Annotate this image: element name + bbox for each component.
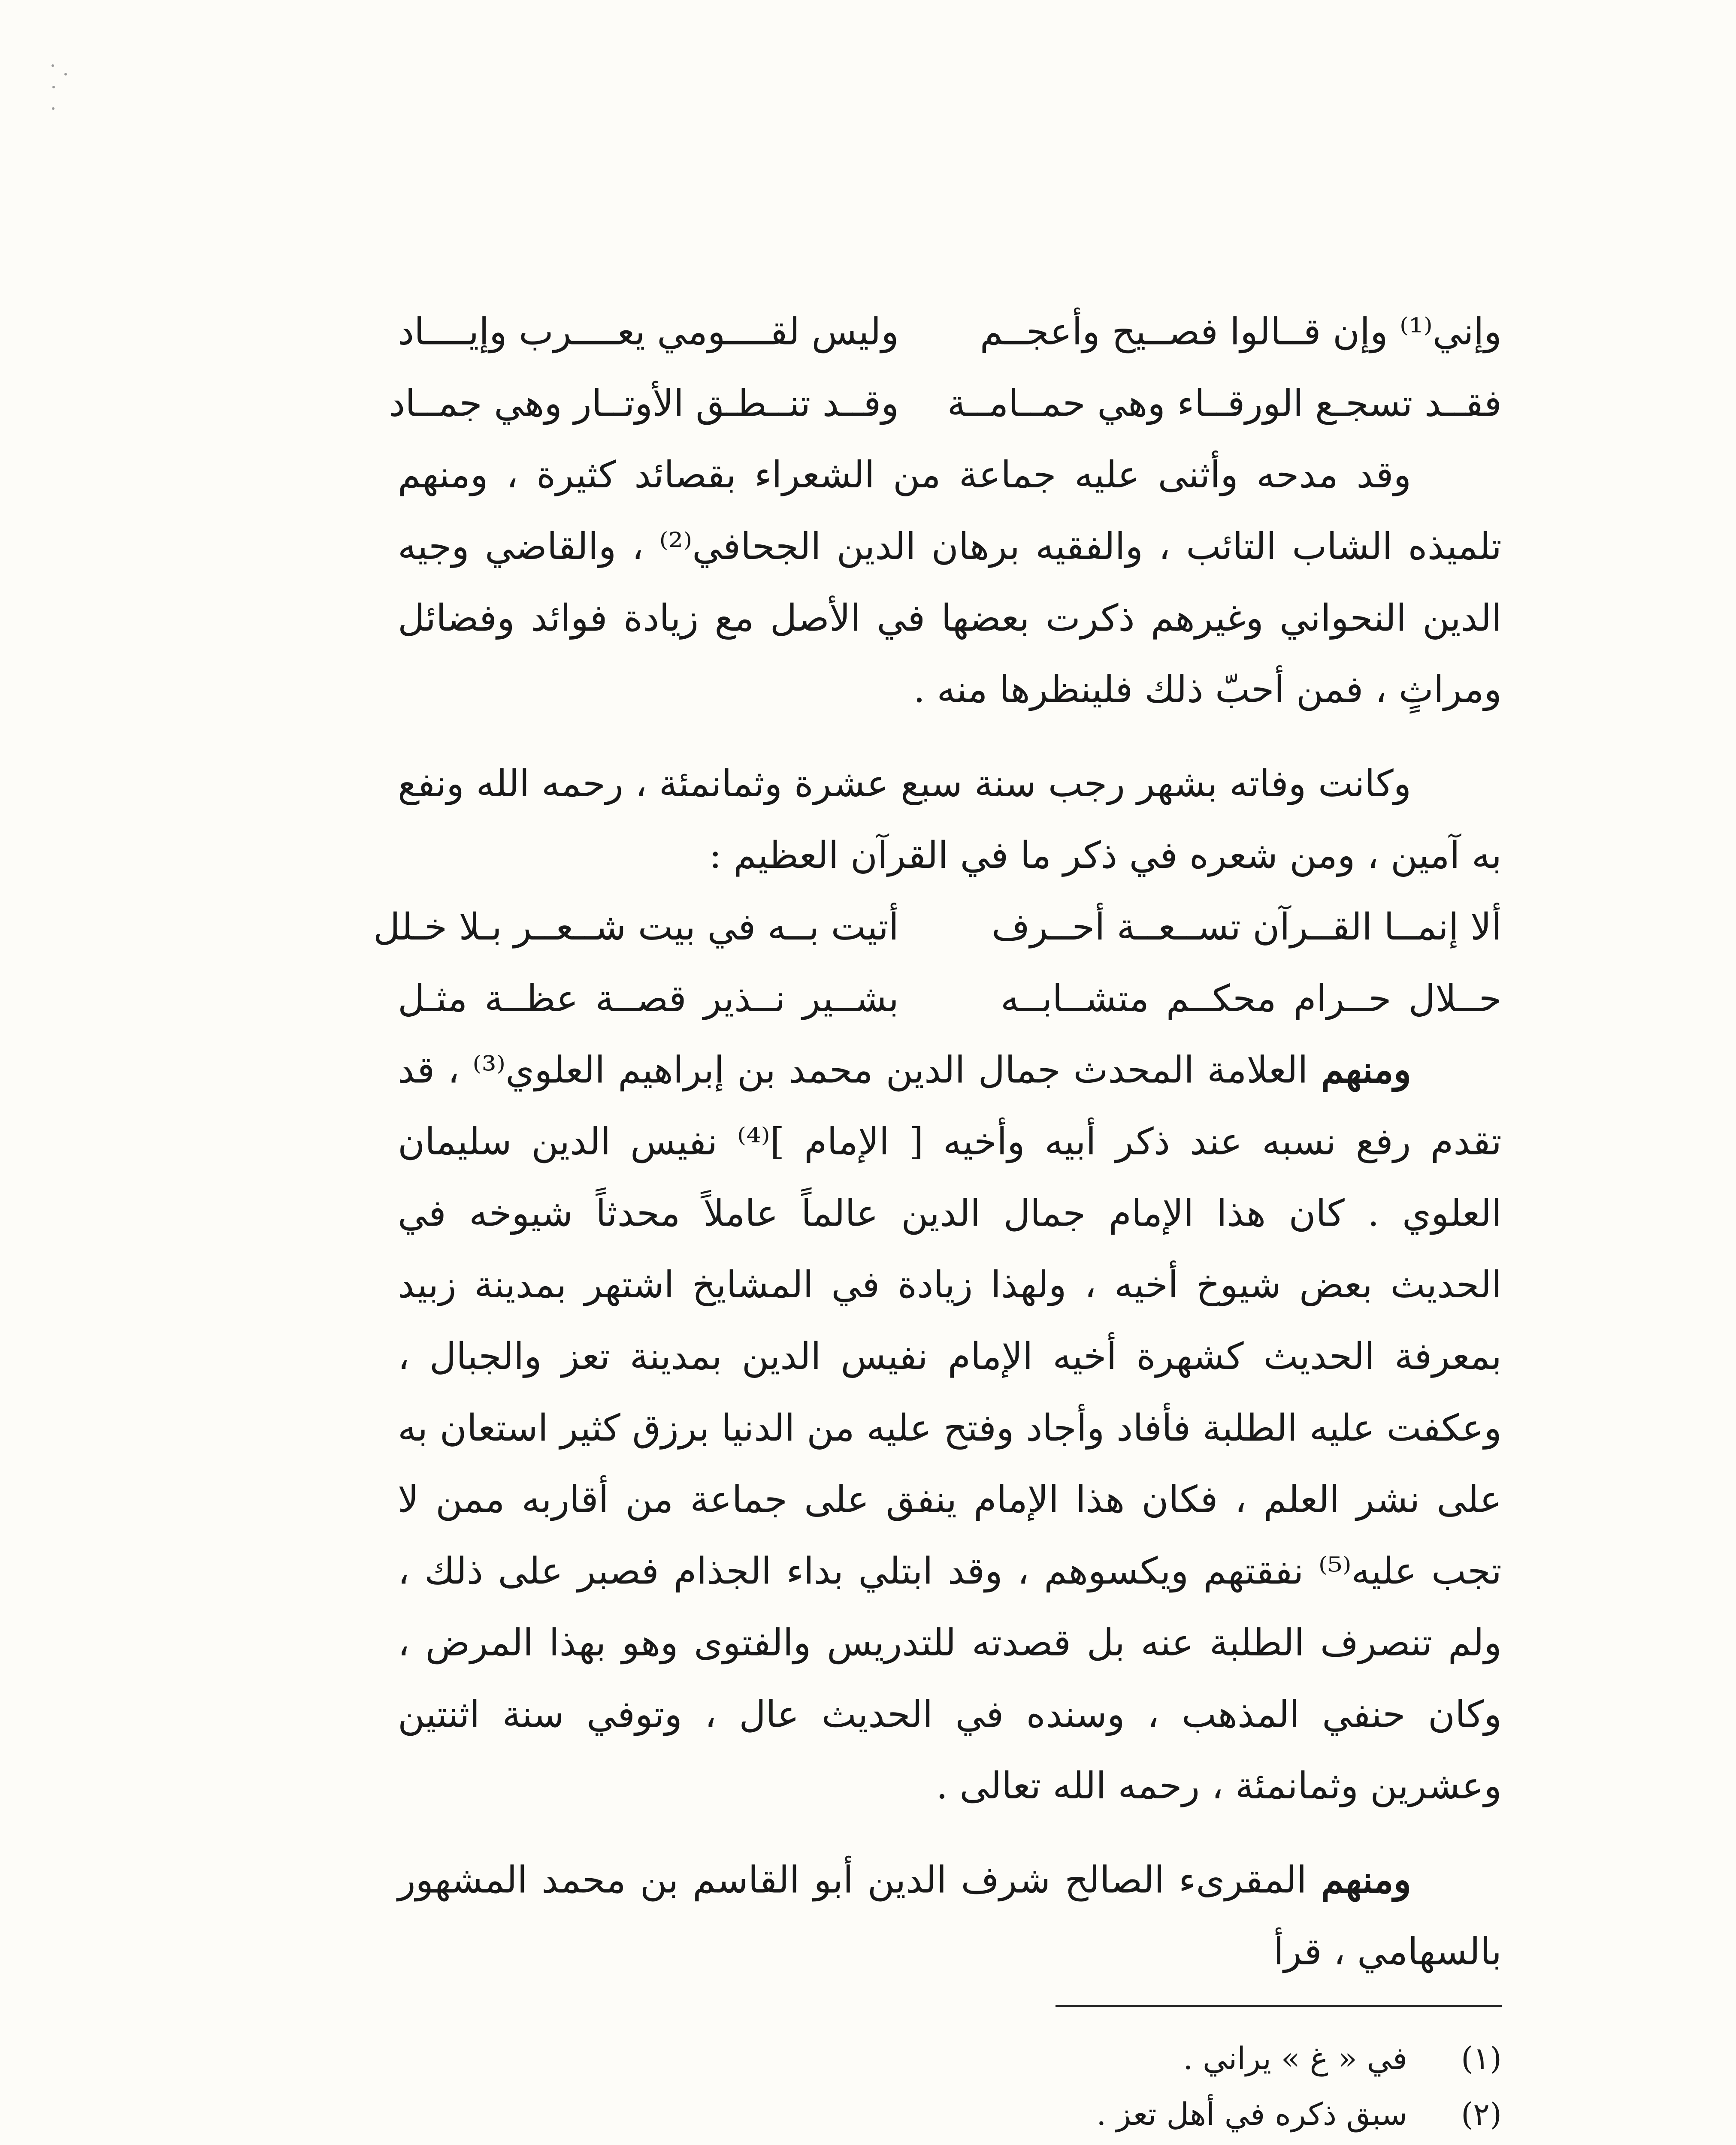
verse-line bbox=[388, 368, 1502, 439]
speck bbox=[52, 86, 55, 88]
verse-first-hemistich: وإني⁽¹⁾ وإن قــالوا فصــيح وأعجــم bbox=[980, 310, 1502, 353]
footnote bbox=[386, 2086, 1502, 2142]
paragraph-body: المقرىء الصالح شرف الدين أبو القاسم بن محمد المشهور بالسهامي ، قرأ bbox=[397, 1858, 1502, 1973]
footnotes bbox=[386, 2030, 1502, 2145]
footnote-number bbox=[1433, 2142, 1502, 2145]
verse-line bbox=[373, 891, 1502, 963]
speck bbox=[64, 73, 67, 76]
verse-second-hemistich: بشــير نــذير قصــة عظــة مثـل bbox=[397, 977, 899, 1020]
footnote-text: في « غ » يراني . bbox=[1183, 2040, 1407, 2076]
speck bbox=[51, 64, 54, 67]
verse-line bbox=[398, 296, 1502, 368]
paragraph-al-sihami bbox=[398, 1844, 1502, 1988]
verse-first-hemistich: فقــد تسجـع الورقــاء وهي حمــامــة bbox=[947, 382, 1502, 425]
verse-line bbox=[398, 963, 1502, 1034]
footnote bbox=[386, 2030, 1502, 2086]
verse-second-hemistich: وليس لقــــومي يعــــرب وإيــــاد bbox=[397, 310, 899, 353]
footnote bbox=[386, 2142, 1502, 2145]
speck bbox=[52, 107, 54, 110]
verses-top bbox=[388, 296, 1502, 439]
scan-specks bbox=[47, 56, 73, 142]
paragraph-death: وكانت وفاته بشهر رجب سنة سبع عشرة وثمانمئة ، رحمه الله ونفع به آمين ، ومن شعره في ذكر ما في القرآن العظيم : bbox=[397, 762, 1502, 877]
footnote-divider bbox=[1056, 2005, 1502, 2007]
paragraph-lead-word: ومنهم bbox=[1321, 1048, 1412, 1092]
verse-first-hemistich: حــلال حــرام محكــم متشــابــه bbox=[1001, 977, 1502, 1020]
paragraph-praise: وقد مدحه وأثنى عليه جماعة من الشعراء بقصائد كثيرة ، ومنهم تلميذه الشاب التائب ، والفقيه برهان الدين الجحافي⁽²⁾ ، والقاضي وجيه الدين النحواني وغيرهم ذكرت بعضها في الأصل مع زيادة فوائد وفضائل ومراثٍ ، فمن أحبّ ذلك فلينظرها منه . bbox=[397, 453, 1502, 711]
verse-first-hemistich: ألا إنمــا القــرآن تســعــة أحــرف bbox=[992, 905, 1502, 949]
paragraph-jamal-al-din bbox=[398, 1034, 1502, 1822]
paragraph-lead-word: ومنهم bbox=[1321, 1858, 1412, 1902]
footnote-number: (١) bbox=[1461, 2040, 1502, 2076]
footnote-text bbox=[437, 2142, 1407, 2145]
verse-second-hemistich: أتيت بــه في بيت شــعــر بـلا خـلل bbox=[373, 905, 899, 949]
main-text bbox=[373, 296, 1502, 1988]
paragraph-body: العلامة المحدث جمال الدين محمد بن إبراهيم العلوي⁽³⁾ ، قد تقدم رفع نسبه عند ذكر أبيه وأخيه [ الإمام ]⁽⁴⁾ نفيس الدين سليمان العلوي . كان هذا الإمام جمال الدين عالماً عاملاً محدثاً شيوخه في الحديث بعض شيوخ أخيه ، ولهذا زيادة في المشايخ اشتهر بمدينة زبيد بمعرفة الحديث كشهرة أخيه الإمام نفيس الدين بمدينة تعز والجبال ، وعكفت عليه الطلبة فأفاد وأجاد وفتح عليه من الدنيا برزق كثير استعان به على نشر العلم ، فكان هذا الإمام ينفق على جماعة من أقاربه ممن لا تجب عليه⁽⁵⁾ نفقتهم ويكسوهم ، وقد ابتلي بداء الجذام فصبر على ذلك ، ولم تنصرف الطلبة عنه بل قصدته للتدريس والفتوى وهو بهذا المرض ، وكان حنفي المذهب ، وسنده في الحديث عال ، وتوفي سنة اثنتين وعشرين وثمانمئة ، رحمه الله تعالى . bbox=[397, 1048, 1502, 1808]
verses-mid bbox=[373, 891, 1502, 1035]
footnote-text: سبق ذكره في أهل تعز . bbox=[1096, 2096, 1407, 2132]
verse-second-hemistich: وقــد تنــطـق الأوتــار وهي جمــاد bbox=[388, 382, 899, 425]
footnote-number: (٢) bbox=[1461, 2096, 1502, 2132]
